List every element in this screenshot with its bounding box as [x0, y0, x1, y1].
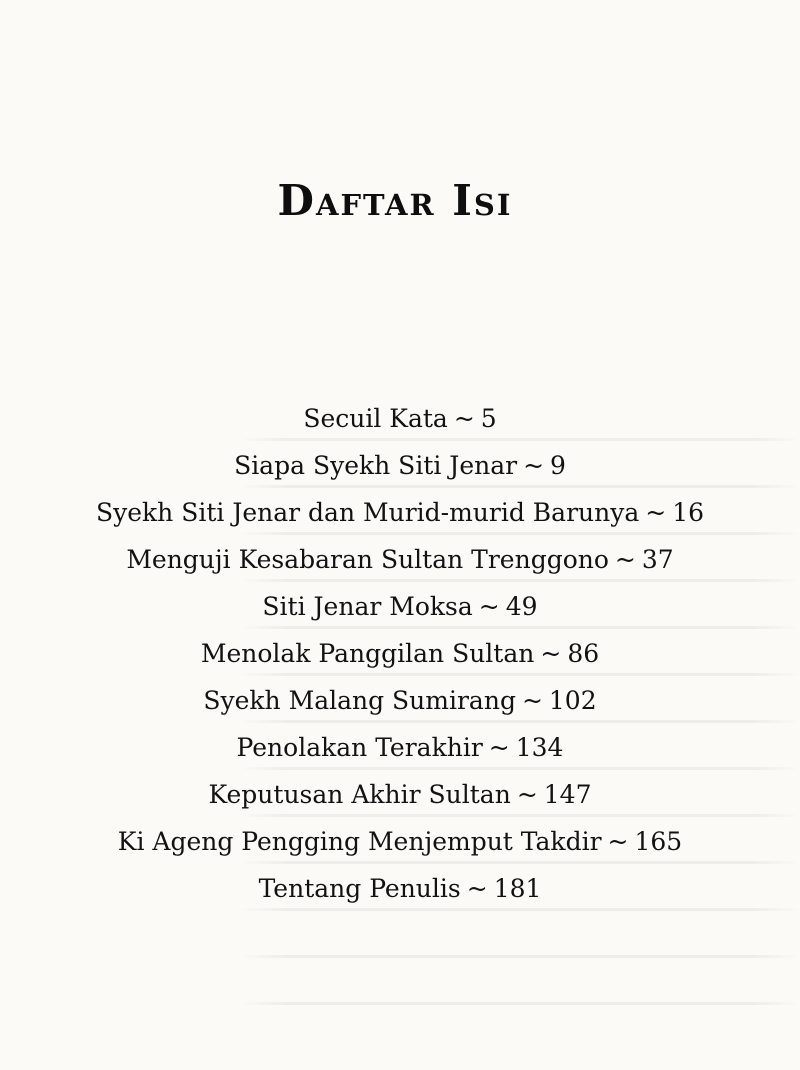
toc-entry-title: Menguji Kesabaran Sultan Trenggono [126, 545, 609, 574]
toc-entry [0, 771, 800, 818]
toc-entry-separator: ~ [614, 545, 636, 574]
toc-entry-separator: ~ [540, 639, 562, 668]
toc-entry [0, 865, 800, 912]
toc-entry-separator: ~ [466, 874, 488, 903]
toc-entry [0, 818, 800, 865]
toc-entry-separator: ~ [607, 827, 629, 856]
toc-entry-separator: ~ [516, 780, 538, 809]
toc-entry [0, 536, 800, 583]
toc-entry-page-number: 147 [543, 780, 592, 809]
toc-entry [0, 677, 800, 724]
toc-entry-page-number: 9 [550, 451, 566, 480]
page-title: Daftar Isi [277, 176, 513, 225]
toc-entry [0, 583, 800, 630]
toc-entry-separator: ~ [488, 733, 510, 762]
toc-entry-title: Keputusan Akhir Sultan [208, 780, 511, 809]
toc-entry-title: Siti Jenar Moksa [262, 592, 473, 621]
toc-entry-page-number: 86 [567, 639, 600, 668]
toc-entry-separator: ~ [523, 451, 545, 480]
toc-entry-title: Penolakan Terakhir [236, 733, 483, 762]
toc-entry-page-number: 181 [493, 874, 542, 903]
toc-entry-separator: ~ [453, 404, 475, 433]
toc-entry-page-number: 165 [634, 827, 683, 856]
toc-entry-title: Tentang Penulis [258, 874, 461, 903]
toc-entry-page-number: 49 [505, 592, 538, 621]
toc-entry [0, 630, 800, 677]
toc-entry [0, 442, 800, 489]
toc-entry [0, 395, 800, 442]
table-of-contents [0, 395, 800, 912]
toc-entry-page-number: 5 [480, 404, 497, 433]
toc-entry-page-number: 37 [641, 545, 674, 574]
toc-entry-separator: ~ [478, 592, 500, 621]
toc-entry [0, 489, 800, 536]
toc-entry-separator: ~ [645, 498, 667, 527]
toc-entry-page-number: 102 [548, 686, 597, 715]
toc-entry-title: Syekh Malang Sumirang [203, 686, 516, 715]
toc-entry-title: Ki Ageng Pengging Menjemput Takdir [117, 827, 602, 856]
toc-entry [0, 724, 800, 771]
toc-entry-title: Menolak Panggilan Sultan [200, 639, 535, 668]
toc-entry-title: Syekh Siti Jenar dan Murid-murid Barunya [95, 498, 640, 527]
toc-entry-title: Siapa Syekh Siti Jenar [234, 451, 518, 480]
toc-entry-page-number: 16 [672, 498, 705, 527]
toc-entry-page-number: 134 [515, 733, 564, 762]
toc-entry-title: Secuil Kata [303, 404, 448, 433]
toc-entry-separator: ~ [521, 686, 543, 715]
